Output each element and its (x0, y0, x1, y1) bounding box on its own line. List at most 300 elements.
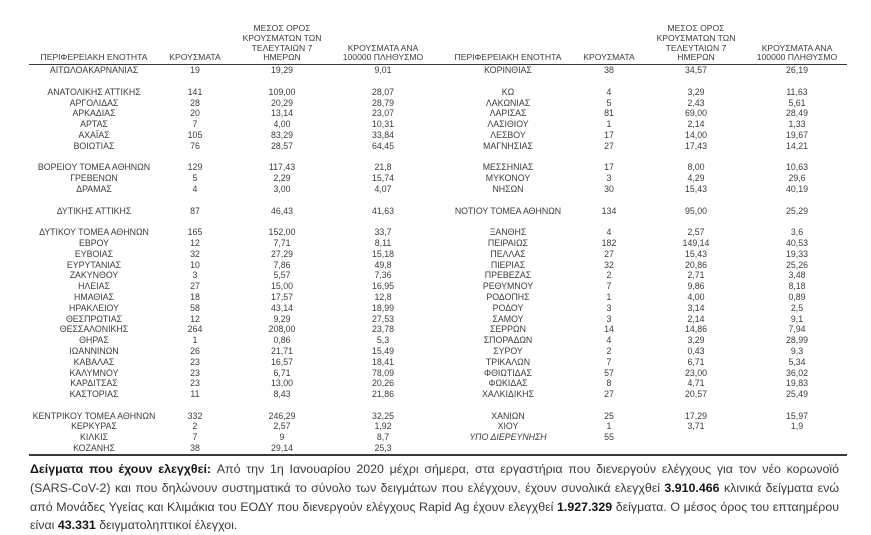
separator-row (29, 400, 847, 411)
region-cell-left: ΑΡΤΑΣ (80, 119, 108, 130)
column-gap (433, 162, 443, 173)
avg7-cell-left: 152,00 (268, 227, 296, 238)
column-gap (433, 98, 443, 109)
header-per100k-right: ΚΡΟΥΣΜΑΤΑ ΑΝΑ 100000 ΠΛΗΘΥΣΜΟ (747, 24, 847, 65)
avg7-cell-right: 6,71 (687, 356, 705, 367)
per100k-cell-left: 15,74 (371, 173, 394, 184)
per100k-cell-right: 29,6 (788, 173, 806, 184)
avg7-cell-left: 6,71 (273, 367, 291, 378)
avg7-cell-left: 0,86 (273, 335, 291, 346)
avg7-cell-left: 27,29 (270, 248, 293, 259)
region-cell-left: ΚΑΣΤΟΡΙΑΣ (69, 389, 119, 400)
column-gap (433, 281, 443, 292)
column-gap (433, 378, 443, 389)
cases-cell-left: 23 (190, 356, 200, 367)
region-cell-right: ΠΕΙΡΑΙΩΣ (487, 237, 529, 248)
table-row (29, 162, 847, 173)
region-cell-right: ΦΘΙΩΤΙΔΑΣ (484, 367, 532, 378)
per100k-cell-right: 2,5 (790, 302, 804, 313)
cases-cell-left: 38 (190, 443, 200, 454)
table-row (29, 260, 847, 271)
table-row (29, 292, 847, 303)
per100k-cell-left: 49,8 (374, 259, 392, 270)
per100k-cell-right: 9,1 (790, 313, 804, 324)
per100k-cell-right: 36,02 (785, 367, 808, 378)
table-row (29, 249, 847, 260)
region-cell-left: ΖΑΚΥΝΘΟΥ (69, 270, 119, 281)
avg7-cell-left: 7,71 (273, 237, 291, 248)
cases-cell-right: 17 (604, 129, 614, 140)
avg7-cell-right: 23,00 (684, 367, 707, 378)
cases-cell-left: 26 (190, 345, 200, 356)
region-cell-right (443, 443, 573, 455)
column-gap (433, 260, 443, 271)
per100k-cell-right: 11,63 (786, 86, 808, 97)
per100k-cell-left: 8,7 (376, 432, 390, 443)
region-cell-right: ΣΠΟΡΑΔΩΝ (483, 335, 533, 346)
region-cell-right: ΤΡΙΚΑΛΩΝ (485, 356, 531, 367)
table-row (29, 378, 847, 389)
per100k-cell-left: 16,95 (371, 281, 394, 292)
avg7-cell-right: 0,43 (687, 345, 705, 356)
header-avg7-right: ΜΕΣΟΣ ΟΡΟΣ ΚΡΟΥΣΜΑΤΩΝ ΤΩΝ ΤΕΛΕΥΤΑΙΩΝ 7 ΗΜΕΡΩΝ (645, 24, 747, 65)
header-gap (433, 24, 443, 65)
avg7-cell-right: 2,14 (687, 313, 705, 324)
column-gap (433, 87, 443, 98)
table-row (29, 108, 847, 119)
avg7-cell-right: 95,00 (684, 205, 707, 216)
column-gap (433, 357, 443, 368)
avg7-cell-right: 3,29 (687, 86, 705, 97)
avg7-cell-left: 208,00 (268, 324, 296, 335)
cases-cell-right: 55 (604, 432, 614, 443)
per100k-cell-left: 9,01 (374, 65, 392, 76)
avg7-cell-right: 20,86 (684, 259, 707, 270)
cases-cell-right: 2 (606, 345, 612, 356)
per100k-cell-left: 20,26 (371, 378, 394, 389)
region-cell-right: ΚΟΡΙΝΘΙΑΣ (484, 65, 532, 76)
avg7-cell-left: 9,29 (273, 313, 291, 324)
per100k-cell-left: 33,7 (374, 227, 392, 238)
column-gap (433, 206, 443, 217)
per100k-cell-left: 15,18 (371, 248, 394, 259)
region-cell-right: ΣΕΡΡΩΝ (490, 324, 526, 335)
per100k-cell-right: 5,61 (788, 97, 806, 108)
region-cell-right: ΡΕΘΥΜΝΟΥ (482, 281, 534, 292)
per100k-cell-right: 15,97 (785, 410, 808, 421)
avg7-cell-right: 14,00 (684, 129, 707, 140)
region-cell-right: ΠΕΛΛΑΣ (490, 248, 526, 259)
header-per100k-left: ΚΡΟΥΣΜΑΤΑ ΑΝΑ 100000 ΠΛΗΘΥΣΜΟ (333, 24, 433, 65)
region-cell-right: ΜΕΣΣΗΝΙΑΣ (482, 162, 534, 173)
header-avg7-left: ΜΕΣΟΣ ΟΡΟΣ ΚΡΟΥΣΜΑΤΩΝ ΤΩΝ ΤΕΛΕΥΤΑΙΩΝ 7 ΗΜΕΡΩΝ (231, 24, 333, 65)
avg7-cell-left: 83,29 (270, 129, 293, 140)
table-row (29, 173, 847, 184)
cases-cell-right: 32 (604, 259, 614, 270)
cases-cell-right: 3 (606, 173, 612, 184)
regional-cases-table (29, 24, 847, 456)
per100k-cell-left: 64,45 (371, 140, 394, 151)
per100k-cell-left: 23,07 (371, 108, 394, 119)
avg7-cell-left: 7,86 (273, 259, 291, 270)
cases-cell-left: 5 (192, 173, 198, 184)
cases-cell-left: 2 (192, 421, 198, 432)
region-cell-right: ΥΠΟ ΔΙΕΡΕΥΝΗΣΗ (469, 432, 547, 443)
cases-cell-left: 3 (192, 270, 198, 281)
avg7-cell-right: 4,00 (687, 291, 705, 302)
cases-cell-right: 14 (604, 324, 614, 335)
cases-cell-right: 7 (606, 281, 612, 292)
per100k-cell-right (747, 432, 847, 443)
cases-cell-right: 4 (606, 86, 612, 97)
avg7-cell-right: 149,14 (682, 237, 710, 248)
separator-row (29, 76, 847, 87)
per100k-cell-left: 1,92 (374, 421, 392, 432)
avg7-cell-right: 9,86 (687, 281, 705, 292)
per100k-cell-right: 3,48 (788, 270, 806, 281)
avg7-cell-left: 13,14 (270, 108, 293, 119)
header-cases-right: ΚΡΟΥΣΜΑΤΑ (573, 24, 645, 65)
cases-cell-left: 105 (187, 129, 203, 140)
cases-cell-left: 32 (190, 248, 200, 259)
per100k-cell-left: 25,3 (374, 443, 392, 454)
per100k-cell-right: 25,49 (785, 389, 808, 400)
per100k-cell-right: 1,9 (790, 421, 804, 432)
avg7-cell-left: 2,29 (273, 173, 291, 184)
per100k-cell-right (747, 443, 847, 455)
column-gap (433, 249, 443, 260)
region-cell-left: ΕΒΡΟΥ (78, 237, 110, 248)
column-gap (433, 432, 443, 443)
per100k-cell-left: 33,84 (371, 129, 394, 140)
cases-cell-left: 12 (190, 237, 200, 248)
per100k-cell-right: 25,26 (785, 259, 808, 270)
avg7-cell-left: 28,57 (270, 140, 293, 151)
region-cell-left: ΚΑΛΥΜΝΟΥ (69, 367, 119, 378)
column-gap (433, 346, 443, 357)
region-cell-left: ΔΥΤΙΚΟΥ ΤΟΜΕΑ ΑΘΗΝΩΝ (39, 227, 149, 238)
cases-cell-left: 58 (190, 302, 200, 313)
region-cell-left: ΔΥΤΙΚΗΣ ΑΤΤΙΚΗΣ (56, 205, 132, 216)
cases-cell-right: 57 (604, 367, 614, 378)
avg7-cell-left: 109,00 (268, 86, 296, 97)
cases-cell-left: 87 (190, 205, 200, 216)
per100k-cell-right: 40,53 (785, 237, 808, 248)
per100k-cell-left: 4,07 (374, 183, 392, 194)
cases-cell-left: 141 (187, 86, 203, 97)
region-cell-left: ΘΕΣΣΑΛΟΝΙΚΗΣ (59, 324, 129, 335)
cases-cell-right: 4 (606, 335, 612, 346)
per100k-cell-left: 21,8 (374, 162, 392, 173)
region-cell-left: ΑΡΓΟΛΙΔΑΣ (69, 97, 119, 108)
region-cell-left: ΘΗΡΑΣ (79, 335, 109, 346)
region-cell-left: ΙΩΑΝΝΙΝΩΝ (69, 345, 119, 356)
table-row (29, 270, 847, 281)
region-cell-right: ΣΥΡΟΥ (493, 345, 523, 356)
region-cell-right: ΛΑΣΙΘΙΟΥ (487, 119, 529, 130)
per100k-cell-left: 7,36 (374, 270, 392, 281)
avg7-cell-left: 13,00 (270, 378, 293, 389)
cases-cell-right: 5 (606, 97, 612, 108)
avg7-cell-right: 14,86 (684, 324, 707, 335)
avg7-cell-right: 20,57 (684, 389, 707, 400)
region-cell-left: ΑΧΑΪΑΣ (78, 129, 110, 140)
cases-cell-right: 7 (606, 356, 612, 367)
cases-cell-left: 7 (192, 119, 198, 130)
per100k-cell-left: 78,09 (371, 367, 394, 378)
cases-cell-right: 4 (606, 227, 612, 238)
per100k-cell-right: 28,49 (785, 108, 808, 119)
region-cell-left: ΑΡΚΑΔΙΑΣ (72, 108, 116, 119)
region-cell-left: ΚΙΛΚΙΣ (80, 432, 108, 443)
table-row (29, 65, 847, 76)
column-gap (433, 324, 443, 335)
table-header (29, 24, 847, 65)
cases-cell-left: 332 (187, 410, 203, 421)
table-row (29, 368, 847, 379)
per100k-cell-right: 19,67 (785, 129, 808, 140)
avg7-cell-right: 3,71 (687, 421, 705, 432)
column-gap (433, 184, 443, 195)
avg7-cell-right: 2,71 (687, 270, 705, 281)
cases-cell-left: 165 (187, 227, 203, 238)
table-row (29, 227, 847, 238)
region-cell-right: ΦΩΚΙΔΑΣ (488, 378, 528, 389)
table-row (29, 443, 847, 455)
region-cell-left: ΗΜΑΘΙΑΣ (74, 291, 114, 302)
summary-paragraph: Δείγματα που έχουν ελεγχθεί: Από την 1η Ιανουαρίου 2020 μέχρι σήμερα, στα εργαστήρια που διενεργούν ελέγχους για τον νέο κορωνοϊό (SARS-CoV-2) και που δηλώνουν συστηματικά το σύνολο των δειγμάτων που ελέγχουν, έχουν συνολικά ελεγχθεί 3.910.466 κλινικά δείγματα ενώ από Μονάδες Υγείας και Κλιμάκια του ΕΟΔΥ που διενεργούν ελέγχους Rapid Ag έχουν ελεγχθεί 1.927.329 δείγματα. Ο μέσος όρος του επταημέρου είναι 43.331 δειγματοληπτικοί έλεγχοι. (30, 462, 839, 533)
table-row (29, 141, 847, 152)
avg7-cell-right: 3,29 (687, 335, 705, 346)
avg7-cell-left: 16,57 (270, 356, 293, 367)
per100k-cell-right: 1,33 (788, 119, 806, 130)
column-gap (433, 173, 443, 184)
table-body (29, 65, 847, 455)
region-cell-right: ΝΟΤΙΟΥ ΤΟΜΕΑ ΑΘΗΝΩΝ (454, 205, 562, 216)
region-cell-right: ΚΩ (501, 86, 515, 97)
region-cell-left: ΚΟΖΑΝΗΣ (73, 443, 115, 454)
avg7-cell-right: 8,00 (687, 162, 705, 173)
avg7-cell-left: 8,43 (273, 389, 291, 400)
header-cases-left: ΚΡΟΥΣΜΑΤΑ (159, 24, 231, 65)
table-row (29, 206, 847, 217)
column-gap (433, 141, 443, 152)
avg7-cell-right: 2,57 (687, 227, 705, 238)
avg7-cell-left: 5,57 (273, 270, 291, 281)
per100k-cell-left: 15,49 (371, 345, 394, 356)
column-gap (433, 238, 443, 249)
cases-cell-left: 76 (190, 140, 200, 151)
avg7-cell-right: 4,29 (687, 173, 705, 184)
region-cell-left: ΑΙΤΩΛΟΑΚΑΡΝΑΝΙΑΣ (49, 65, 139, 76)
per100k-cell-right: 7,94 (788, 324, 806, 335)
header-row (29, 24, 847, 65)
cases-cell-left: 1 (192, 335, 198, 346)
region-cell-left: ΚΑΒΑΛΑΣ (73, 356, 115, 367)
per100k-cell-right: 0,89 (788, 291, 806, 302)
cases-cell-right: 17 (604, 162, 614, 173)
per100k-cell-left: 18,41 (371, 356, 394, 367)
cases-cell-left: 264 (187, 324, 203, 335)
column-gap (433, 65, 443, 76)
region-cell-left: ΚΑΡΔΙΤΣΑΣ (70, 378, 118, 389)
per100k-cell-left: 21,86 (371, 389, 394, 400)
cases-cell-right: 3 (606, 313, 612, 324)
avg7-cell-left: 29,14 (270, 443, 293, 454)
region-cell-right: ΡΟΔΟΥ (492, 302, 524, 313)
region-cell-left: ΕΥΡΥΤΑΝΙΑΣ (66, 259, 122, 270)
avg7-cell-left: 15,00 (270, 281, 293, 292)
avg7-cell-left: 46,43 (270, 205, 293, 216)
cases-cell-left: 4 (192, 183, 198, 194)
table-row (29, 119, 847, 130)
cases-cell-right: 27 (604, 389, 614, 400)
table-row (29, 281, 847, 292)
column-gap (433, 292, 443, 303)
per100k-cell-left: 12,8 (374, 291, 392, 302)
per100k-cell-right: 40,19 (785, 183, 808, 194)
table-row (29, 335, 847, 346)
region-cell-right: ΝΗΣΩΝ (492, 183, 524, 194)
cases-cell-left: 10 (190, 259, 200, 270)
per100k-cell-right: 8,18 (788, 281, 806, 292)
cases-cell-right: 30 (604, 183, 614, 194)
region-cell-left: ΗΡΑΚΛΕΙΟΥ (69, 302, 119, 313)
avg7-cell-left: 43,14 (270, 302, 293, 313)
column-gap (433, 119, 443, 130)
cases-cell-left: 19 (190, 65, 200, 76)
cases-cell-left: 11 (190, 389, 200, 400)
region-cell-right: ΜΥΚΟΝΟΥ (485, 173, 531, 184)
column-gap (433, 443, 443, 455)
per100k-cell-right: 9,3 (790, 345, 804, 356)
cases-cell-right: 134 (601, 205, 617, 216)
table-row (29, 184, 847, 195)
region-cell-left: ΓΡΕΒΕΝΩΝ (70, 173, 118, 184)
per100k-cell-right: 10,63 (785, 162, 808, 173)
table-row (29, 324, 847, 335)
avg7-cell-right: 69,00 (684, 108, 707, 119)
column-gap (433, 227, 443, 238)
region-cell-right: ΜΑΓΝΗΣΙΑΣ (483, 140, 533, 151)
avg7-cell-left: 20,29 (270, 97, 293, 108)
region-cell-left: ΒΟΡΕΙΟΥ ΤΟΜΕΑ ΑΘΗΝΩΝ (37, 162, 151, 173)
table-row (29, 411, 847, 422)
per100k-cell-left: 32,25 (371, 410, 394, 421)
avg7-cell-left: 246,29 (268, 410, 296, 421)
cases-cell-left: 28 (190, 97, 200, 108)
region-cell-left: ΚΕΡΚΥΡΑΣ (71, 421, 117, 432)
cases-cell-left: 12 (190, 313, 200, 324)
cases-cell-right: 27 (604, 140, 614, 151)
table-row (29, 421, 847, 432)
column-gap (433, 303, 443, 314)
column-gap (433, 411, 443, 422)
avg7-cell-right (645, 443, 747, 455)
column-gap (433, 130, 443, 141)
table-row (29, 357, 847, 368)
region-cell-left: ΒΟΙΩΤΙΑΣ (73, 140, 115, 151)
cases-cell-left: 23 (190, 378, 200, 389)
table-row (29, 303, 847, 314)
avg7-cell-right: 17,43 (684, 140, 707, 151)
column-gap (433, 389, 443, 400)
header-region-left: ΠΕΡΙΦΕΡΕΙΑΚΗ ΕΝΟΤΗΤΑ (29, 24, 159, 65)
per100k-cell-right: 5,34 (788, 356, 806, 367)
table-row (29, 130, 847, 141)
column-gap (433, 335, 443, 346)
avg7-cell-right: 4,71 (687, 378, 705, 389)
per100k-cell-right: 28,99 (785, 335, 808, 346)
region-cell-right: ΠΡΕΒΕΖΑΣ (484, 270, 532, 281)
cases-cell-left: 20 (190, 108, 200, 119)
cases-cell-right: 1 (606, 291, 612, 302)
per100k-cell-left: 23,78 (371, 324, 394, 335)
region-cell-right: ΧΑΝΙΩΝ (491, 410, 525, 421)
column-gap (433, 314, 443, 325)
region-cell-left: ΚΕΝΤΡΙΚΟΥ ΤΟΜΕΑ ΑΘΗΝΩΝ (32, 410, 156, 421)
region-cell-right: ΣΑΜΟΥ (492, 313, 524, 324)
table-row (29, 432, 847, 443)
avg7-cell-right: 2,14 (687, 119, 705, 130)
column-gap (433, 108, 443, 119)
separator-row (29, 152, 847, 163)
avg7-cell-left: 21,71 (270, 345, 293, 356)
cases-cell-right: 81 (604, 108, 614, 119)
per100k-cell-right: 19,83 (785, 378, 808, 389)
region-cell-left: ΔΡΑΜΑΣ (76, 183, 112, 194)
table-row (29, 98, 847, 109)
region-cell-right: ΠΙΕΡΙΑΣ (490, 259, 526, 270)
region-cell-right: ΞΑΝΘΗΣ (489, 227, 527, 238)
column-gap (433, 368, 443, 379)
avg7-cell-left: 17,57 (270, 291, 293, 302)
cases-cell-left: 129 (187, 162, 203, 173)
cases-cell-right (573, 443, 645, 455)
cases-cell-right: 27 (604, 248, 614, 259)
per100k-cell-right: 3,6 (790, 227, 804, 238)
separator-row (29, 216, 847, 227)
cases-cell-right: 3 (606, 302, 612, 313)
cases-cell-left: 7 (192, 432, 198, 443)
column-gap (433, 270, 443, 281)
table-row (29, 389, 847, 400)
avg7-cell-right: 3,14 (687, 302, 705, 313)
per100k-cell-left: 27,53 (371, 313, 394, 324)
avg7-cell-left: 19,29 (270, 65, 293, 76)
region-cell-right: ΧΙΟΥ (497, 421, 519, 432)
avg7-cell-left: 2,57 (273, 421, 291, 432)
per100k-cell-right: 25,29 (785, 205, 808, 216)
per100k-cell-left: 28,07 (371, 86, 394, 97)
avg7-cell-left: 4,00 (273, 119, 291, 130)
per100k-cell-left: 8,11 (374, 237, 392, 248)
table-row (29, 314, 847, 325)
region-cell-right: ΡΟΔΟΠΗΣ (486, 291, 530, 302)
cases-cell-left: 23 (190, 367, 200, 378)
cases-cell-right: 8 (606, 378, 612, 389)
table-row (29, 238, 847, 249)
avg7-cell-right (645, 432, 747, 443)
cases-cell-right: 38 (604, 65, 614, 76)
per100k-cell-left: 5,3 (376, 335, 390, 346)
per100k-cell-left: 41,63 (371, 205, 394, 216)
avg7-cell-right: 15,43 (684, 183, 707, 194)
cases-cell-right: 25 (604, 410, 614, 421)
region-cell-right: ΛΑΚΩΝΙΑΣ (485, 97, 531, 108)
header-region-right: ΠΕΡΙΦΕΡΕΙΑΚΗ ΕΝΟΤΗΤΑ (443, 24, 573, 65)
region-cell-left: ΘΕΣΠΡΩΤΙΑΣ (65, 313, 123, 324)
